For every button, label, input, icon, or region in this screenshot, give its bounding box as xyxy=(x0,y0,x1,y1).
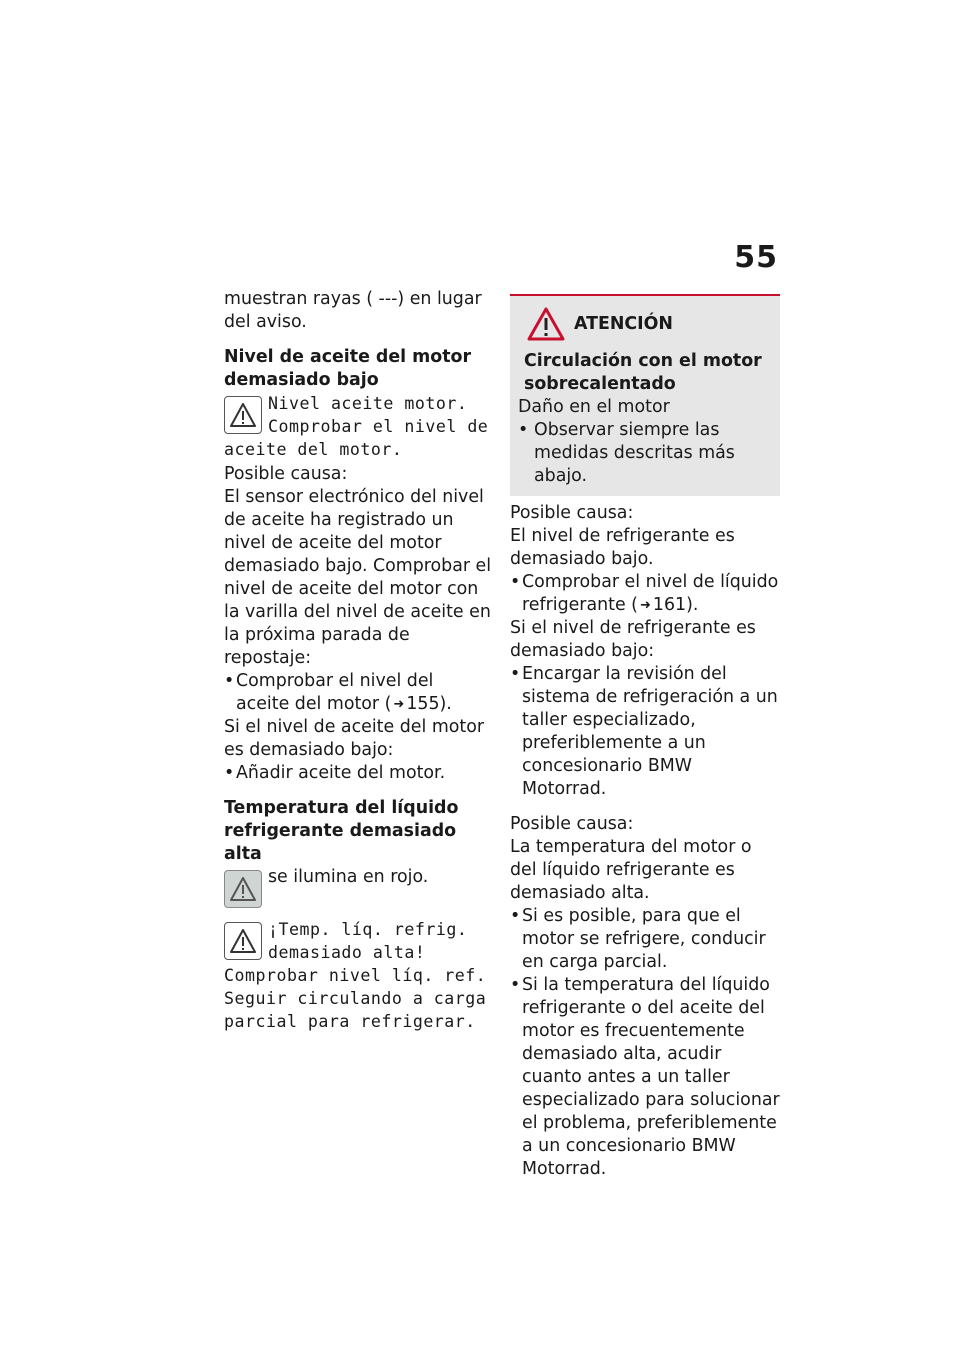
list-item: • Si es posible, para que el motor se refrigere, conducir en carga parcial. xyxy=(510,905,780,974)
list-item: • Si la temperatura del líquido refrigerante o del aceite del motor es frecuentemente demasiado alta, acudir cuanto antes a un taller especializado para solucionar el problema, preferiblemente a un concesionario BMW Motorrad. xyxy=(510,974,780,1181)
oil-level-heading: Nivel de aceite del motor demasiado bajo xyxy=(224,347,472,390)
oil-bullets-2 xyxy=(224,762,492,785)
list-item: • Añadir aceite del motor. xyxy=(224,762,492,785)
list-item: • Encargar la revisión del sistema de refrigeración a un taller especializado, preferiblemente a un concesionario BMW Motorrad. xyxy=(510,663,780,801)
coolant-lit-text: se ilumina en rojo. xyxy=(268,867,429,887)
attention-bullets xyxy=(518,419,770,488)
cause1-bullets xyxy=(510,571,780,617)
intro-line-1: muestran rayas ( ---) en lugar xyxy=(224,289,482,309)
attention-header xyxy=(518,306,770,342)
oil-bullets-1 xyxy=(224,670,492,716)
oil-bullet-1-ref[interactable]: 155). xyxy=(406,694,452,714)
cause2-label: Posible causa: xyxy=(510,814,634,834)
coolant-check-bullet: Comprobar el nivel de líquido refrigerante ( xyxy=(522,572,779,615)
attention-box xyxy=(510,294,780,496)
page-number: 55 xyxy=(734,240,778,275)
cause1-label: Posible causa: xyxy=(510,503,634,523)
cause2-text: La temperatura del motor o del líquido refrigerante es demasiado alta. xyxy=(510,837,752,903)
oil-cause-text: El sensor electrónico del nivel de aceite ha registrado un nivel de aceite del motor demasiado bajo. Comprobar el nivel de aceite del motor con la varilla del nivel de aceite en la próxima parada de repostaje: xyxy=(224,487,492,668)
coolant-heading: Temperatura del líquido refrigerante demasiado alta xyxy=(224,798,459,864)
coolant-check-ref[interactable]: 161). xyxy=(652,595,699,615)
oil-if-low: Si el nivel de aceite del motor es demasiado bajo: xyxy=(224,717,485,760)
intro-line-2: del aviso. xyxy=(224,312,307,332)
oil-cause-label: Posible causa: xyxy=(224,464,348,484)
list-item xyxy=(510,571,780,617)
page-ref-arrow-icon: ➜ xyxy=(639,598,651,613)
attention-damage: Daño en el motor xyxy=(518,397,670,417)
warning-triangle-icon xyxy=(224,396,262,434)
list-item: • Observar siempre las medidas descritas más abajo. xyxy=(518,419,770,488)
oil-display-text: Nivel aceite motor. Comprobar el nivel de aceite del motor. xyxy=(224,394,489,459)
cause1-text: El nivel de refrigerante es demasiado bajo. xyxy=(510,526,735,569)
left-column xyxy=(224,288,492,1033)
warning-triangle-icon xyxy=(224,870,262,908)
coolant-display-text: ¡Temp. líq. refrig. demasiado alta! Comprobar nivel líq. ref. Seguir circulando a carga parcial para refrigerar. xyxy=(224,920,487,1031)
warning-triangle-icon xyxy=(224,922,262,960)
attention-title: ATENCIÓN xyxy=(574,314,673,334)
cause2-bullets xyxy=(510,905,780,1181)
list-item xyxy=(224,670,492,716)
page-ref-arrow-icon: ➜ xyxy=(393,697,405,712)
coolant-if-low: Si el nivel de refrigerante es demasiado bajo: xyxy=(510,618,756,661)
right-column xyxy=(510,288,780,1181)
attention-warning-icon xyxy=(526,306,566,342)
attention-subtitle: Circulación con el motor sobrecalentado xyxy=(524,351,762,394)
cause1-bullets-2 xyxy=(510,663,780,801)
oil-bullet-1: Comprobar el nivel del aceite del motor ( xyxy=(236,671,434,714)
